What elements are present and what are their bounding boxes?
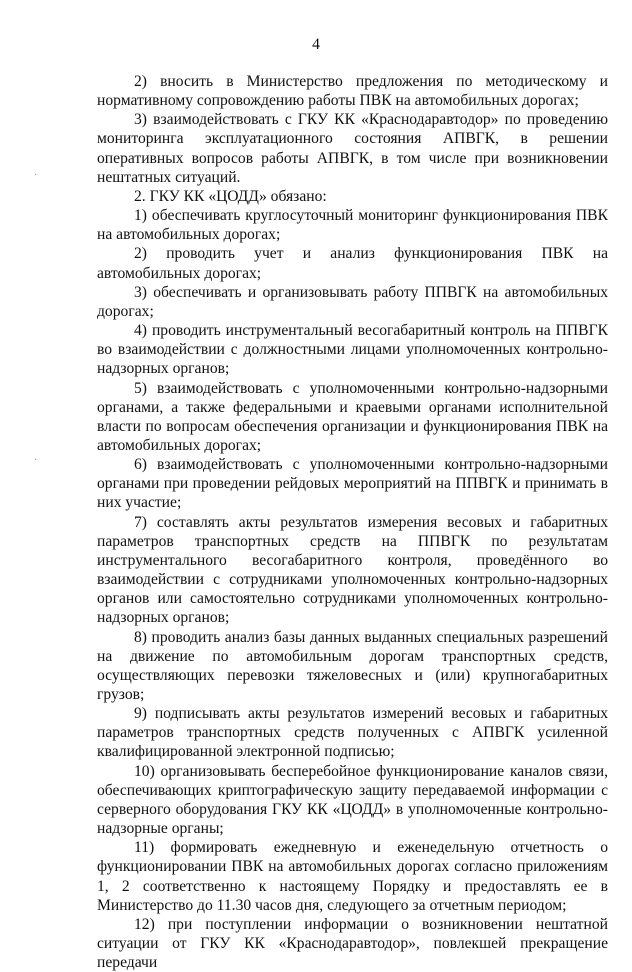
paragraph: 2) вносить в Министерство предложения по методическому и нормативному сопровождению работы ПВК на автомобильных дорогах; [97,73,608,110]
paragraph: 2) проводить учет и анализ функционирования ПВК на автомобильных дорогах; [97,245,608,282]
page-number: 4 [312,36,320,53]
paragraph: 3) взаимодействовать с ГКУ КК «Краснодаравтодор» по проведению мониторинга эксплуатационного состояния АПВГК, в решении оперативных вопросов работы АПВГК, в том числе при возникновении нештатных ситуаций. [97,111,608,186]
paragraph: 10) организовывать бесперебойное функционирование каналов связи, обеспечивающих криптографическую защиту передаваемой информации с серверного оборудования ГКУ КК «ЦОДД» в уполномоченные контрольно-надзорные органы; [97,762,608,838]
paragraph: 1) обеспечивать круглосуточный мониторинг функционирования ПВК на автомобильных дорогах; [97,207,608,244]
paragraph: 8) проводить анализ базы данных выданных специальных разрешений на движение по автомобильным дорогам транспортных средств, осуществляющих перевозки тяжеловесных и (или) крупногабаритных грузов; [97,628,608,703]
paragraph: 11) формировать ежедневную и еженедельную отчетность о функционировании ПВК на автомобильных дорогах согласно приложениям 1, 2 соответственно к настоящему Порядку и предоставлять ее в Министерство до 11.30 часов дня, следующего за отчетным периодом; [97,839,608,914]
paragraph: 5) взаимодействовать с уполномоченными контрольно-надзорными органами, а также федеральными и краевыми органами исполнительной власти по вопросам обеспечения организации и функционирования ПВК на автомобильных дорогах; [97,379,608,454]
paragraph: 9) подписывать акты результатов измерений весовых и габаритных параметров транспортных средств полученных с АПВГК усиленной квалифицированной электронной подписью; [97,705,608,761]
margin-mark: · [34,455,38,466]
paragraph: 12) при поступлении информации о возникновении нештатной ситуации от ГКУ КК «Краснодаравтодор», повлекшей прекращение передачи [97,915,608,972]
body-text [97,72,608,972]
paragraph: 2. ГКУ КК «ЦОДД» обязано: [134,187,327,205]
paragraph: 4) проводить инструментальный весогабаритный контроль на ППВГК во взаимодействии с должностными лицами уполномоченных контрольно-надзорных органов; [97,322,608,378]
paragraph: 7) составлять акты результатов измерения весовых и габаритных параметров транспортных средств на ППВГК по результатам инструментального весогабаритного контроля, проведённого во взаимодействии с сотрудниками уполномоченных контрольно-надзорных органов или самостоятельно сотрудниками уполномоченных контрольно-надзорных органов; [97,513,608,627]
margin-mark: · [34,170,38,181]
paragraph: 6) взаимодействовать с уполномоченными контрольно-надзорными органами при проведении рейдовых мероприятий на ППВГК и принимать в них участие; [97,456,608,512]
paragraph: 3) обеспечивать и организовывать работу ППВГК на автомобильных дорогах; [97,283,608,320]
